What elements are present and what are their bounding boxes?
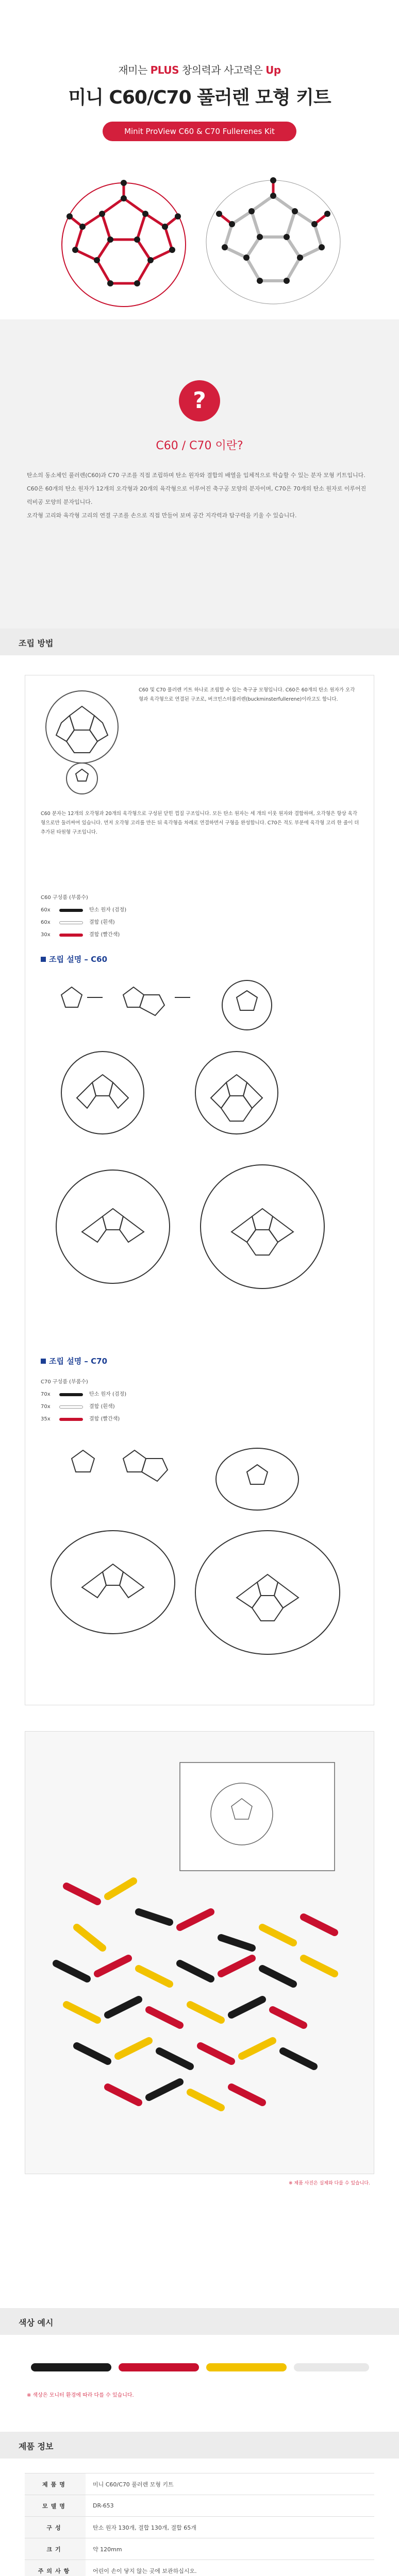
assembly-title: 조립 방법 [19, 638, 54, 648]
part-row [41, 1401, 126, 1413]
part-count: 70x [41, 1392, 51, 1397]
c60-assembly-diagram [41, 974, 359, 1335]
assembly-section [0, 629, 399, 2576]
question-mark-icon: ? [179, 380, 220, 421]
part-name: 결합 (흰색) [89, 1404, 115, 1410]
step-marker-icon [41, 957, 46, 962]
part-count: 35x [41, 1416, 51, 1422]
info-row [25, 2538, 374, 2560]
part-row [41, 1388, 126, 1401]
part-name: 탄소 원자 (검정) [89, 907, 127, 913]
kit-parts-photo [25, 1732, 374, 2174]
part-name: 탄소 원자 (검정) [89, 1392, 127, 1397]
part-name: 결합 (빨간색) [89, 1416, 120, 1422]
white-bond-swatch [59, 1405, 83, 1409]
tagline-middle: 창의력과 사고력은 [178, 64, 266, 76]
info-row [25, 2560, 374, 2576]
info-key: 주의사항 [25, 2560, 86, 2576]
part-count: 60x [41, 907, 51, 913]
red-bond-swatch [59, 934, 83, 937]
assembly-manual-card [25, 675, 374, 1705]
c70-assembly-diagram [41, 1438, 359, 1685]
c60-sphere-thumbnail [41, 686, 123, 799]
part-row [41, 929, 126, 941]
info-key: 크기 [25, 2538, 86, 2560]
what-is-title: C60 / C70 이란? [156, 439, 243, 452]
c70-step-heading: 조립 설명 – C70 [41, 1355, 107, 1366]
description-paragraph: C60은 60개의 탄소 원자가 12개의 오각형과 20개의 육각형으로 이루어진 축구공 모양의 분자이며, C70은 70개의 탄소 원자로 이루어진 럭비공 모양의 분자입니다. [27, 485, 367, 505]
info-value: 어린이 손이 닿지 않는 곳에 보관하십시오. [86, 2560, 374, 2576]
c60-parts-list [41, 892, 126, 941]
photo-caution-note: ※ 제품 사진은 실제와 다를 수 있습니다. [289, 2181, 370, 2186]
assembly-intro-text: C60 및 C70 풀러렌 키트 하나로 조립할 수 있는 축구공 모형입니다. C60은 60개의 탄소 원자가 오각형과 육각형으로 연결된 구조로, 버크민스터풀러렌(buckminsterfullerene)이라고도 합니다. [139, 687, 355, 702]
hero-section [0, 0, 399, 319]
info-key: 모델명 [25, 2495, 86, 2517]
color-swatch-strip [25, 2349, 374, 2385]
info-key: 구성 [25, 2517, 86, 2538]
info-row [25, 2517, 374, 2538]
part-count: 30x [41, 932, 51, 938]
part-name: 결합 (흰색) [89, 920, 115, 925]
atom-swatch [59, 909, 83, 912]
part-row [41, 917, 126, 929]
c70-model-image [206, 177, 340, 304]
part-count: 70x [41, 1404, 51, 1410]
red-bond-swatch [59, 1418, 83, 1421]
color-title: 색상 예시 [19, 2318, 54, 2328]
assembly-header-bar [0, 629, 399, 655]
color-sample-area [0, 2344, 399, 2406]
color-header-bar [0, 2308, 399, 2335]
info-row [25, 2473, 374, 2495]
kit-parts-photo-frame [25, 1731, 374, 2174]
info-value: 미니 C60/C70 풀러렌 모형 키트 [86, 2473, 374, 2495]
c70-parts-list [41, 1376, 126, 1426]
part-count: 60x [41, 920, 51, 925]
part-row [41, 1413, 126, 1426]
color-note: ※ 색상은 모니터 환경에 따라 다를 수 있습니다. [27, 2393, 134, 2398]
description-paragraph: 탄소의 동소체인 풀러렌(C60)과 C70 구조를 직접 조립하며 탄소 원자와 결합의 배열을 입체적으로 학습할 수 있는 분자 모형 키트입니다. [27, 472, 365, 479]
atom-swatch [59, 1393, 83, 1396]
step-marker-icon [41, 1359, 46, 1364]
white-bond-swatch [59, 921, 83, 924]
tagline-highlight-up: Up [265, 64, 281, 76]
product-subtitle-badge: Minit ProView C60 & C70 Fullerenes Kit [103, 122, 296, 141]
info-title: 제품 정보 [19, 2442, 54, 2451]
info-key: 제품명 [25, 2473, 86, 2495]
product-title: 미니 C60/C70 풀러렌 모형 키트 [68, 87, 331, 108]
hero-molecule-photo [31, 155, 368, 309]
tagline-highlight-plus: PLUS [150, 64, 179, 76]
c60-step-heading: 조립 설명 – C60 [41, 954, 107, 964]
what-is-description [27, 469, 372, 522]
c60-parts-label: C60 구성품 (부품수) [41, 895, 88, 901]
hero-tagline [0, 0, 399, 77]
info-row [25, 2495, 374, 2517]
c60-model-image [62, 180, 186, 307]
info-value: DR-653 [86, 2495, 374, 2517]
description-paragraph: 오각형 고리와 육각형 고리의 연결 구조를 손으로 직접 만들어 보며 공간 지각력과 탐구력을 키울 수 있습니다. [27, 512, 297, 519]
c70-parts-label: C70 구성품 (부품수) [41, 1379, 88, 1385]
what-is-section [0, 319, 399, 629]
assembly-body-text: C60 분자는 12개의 오각형과 20개의 육각형으로 구성된 닫힌 껍질 구조입니다. 모든 탄소 원자는 세 개의 이웃 원자와 결합하며, 오각형은 항상 육각형으로만 둘러싸여 있습니다. 먼저 오각형 고리를 만든 뒤 육각형을 차례로 연결하면서 구형을 완성합니다. C70은 적도 부분에 육각형 고리 한 줄이 더 추가된 타원형 구조입니다. [41, 811, 359, 835]
info-value: 약 120mm [86, 2538, 374, 2560]
product-info-table [25, 2473, 374, 2576]
part-row [41, 904, 126, 917]
tagline-prefix: 재미는 [118, 64, 151, 76]
part-name: 결합 (빨간색) [89, 932, 120, 938]
info-header-bar [0, 2432, 399, 2459]
info-value: 탄소 원자 130개, 결합 130개, 결합 65개 [86, 2517, 374, 2538]
